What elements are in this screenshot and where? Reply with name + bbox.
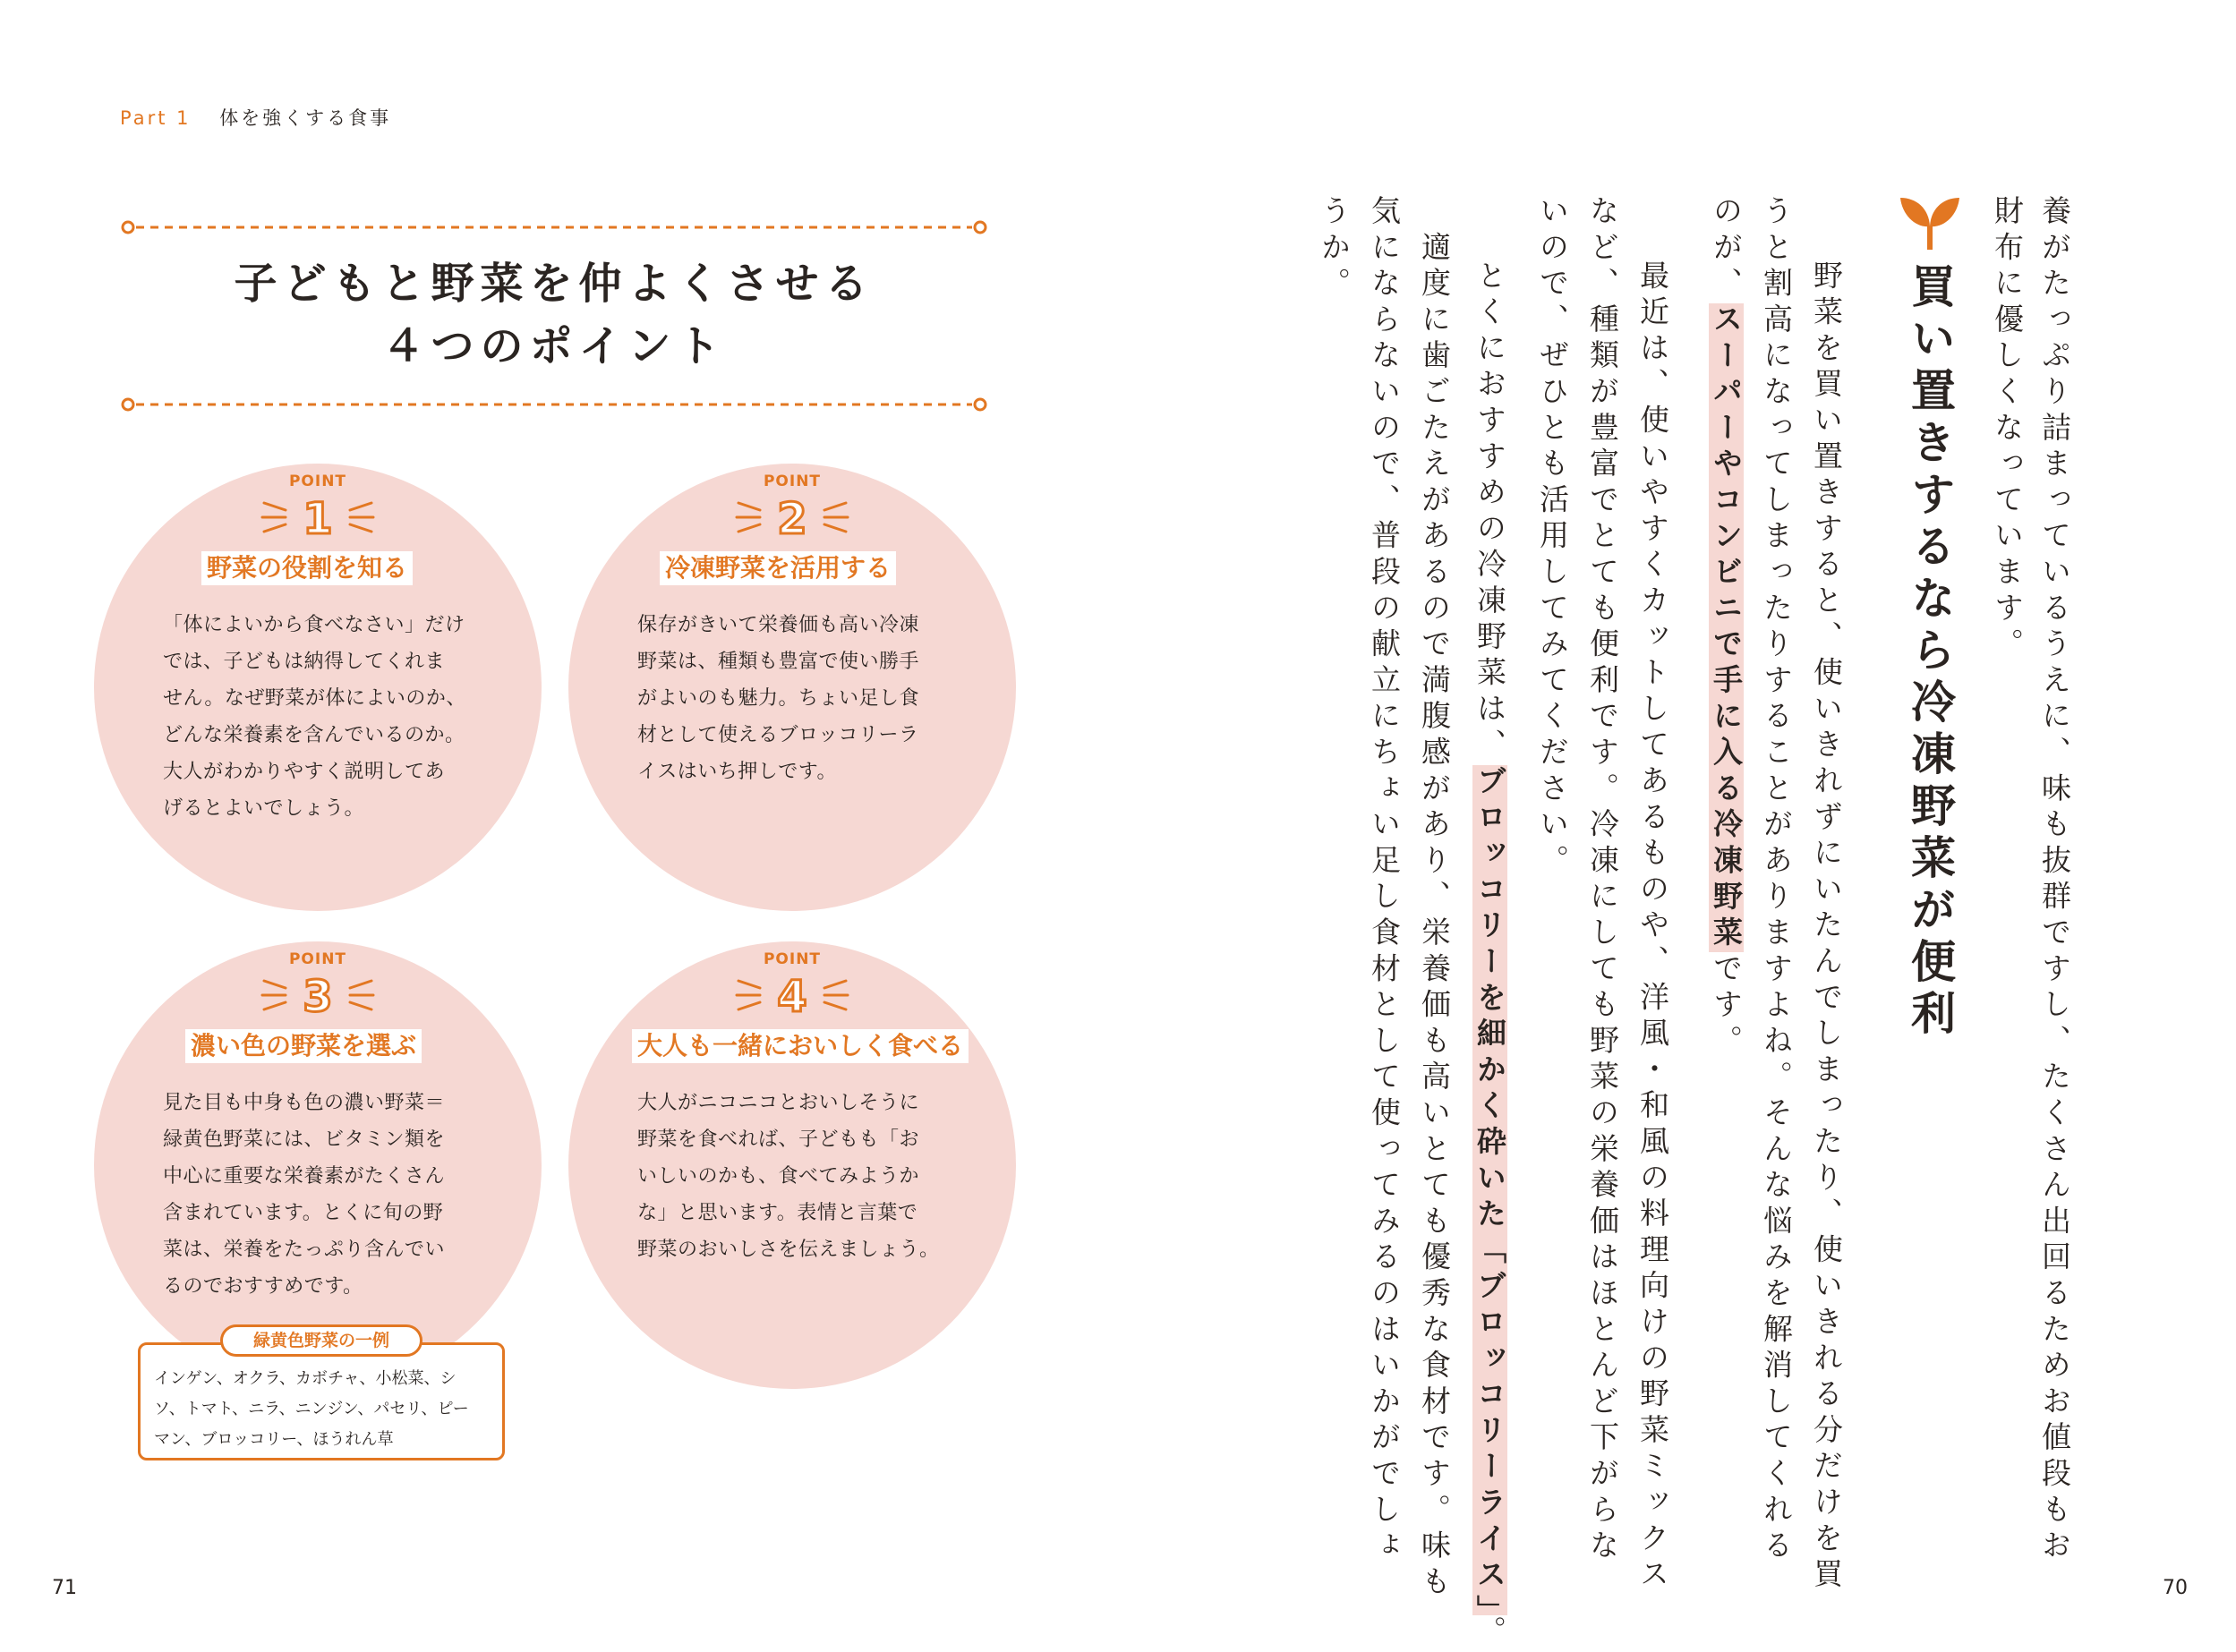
point-1-line: では、子どもは納得してくれま xyxy=(163,651,446,673)
example-box-title: 緑黄色野菜の一例 xyxy=(220,1324,422,1357)
point-3-line: 見た目も中身も色の濃い野菜＝ xyxy=(163,1092,446,1114)
title-line-1: 子どもと野菜を仲よくさせる xyxy=(234,259,875,309)
sprout-icon xyxy=(1895,191,1965,253)
point-2-number-burst xyxy=(721,490,864,544)
point-2-heading: 冷凍野菜を活用する xyxy=(660,551,896,585)
part-label: Part 1 xyxy=(120,107,192,129)
page-title xyxy=(120,252,988,378)
point-2-number: 2 xyxy=(777,494,807,544)
bottom-dashed-rule xyxy=(120,396,988,413)
point-4-label: POINT xyxy=(763,950,822,968)
point-3-number-burst xyxy=(246,968,389,1022)
point-1-line: 大人がわかりやすく説明してあ xyxy=(163,761,446,783)
top-dashed-rule xyxy=(120,218,988,236)
point-3-line: 中心に重要な栄養素がたくさん xyxy=(163,1165,446,1188)
point-1-label: POINT xyxy=(288,473,347,490)
point-2-line: 保存がきいて栄養価も高い冷凍 xyxy=(637,614,920,636)
page-number-left: 71 xyxy=(52,1577,77,1599)
p1-col-1: 野菜を買い置きすると、使いきれずにいたんでしまったり、使いきれる分だけを買 xyxy=(1809,224,1844,1595)
point-1-line: せん。なぜ野菜が体によいのか、 xyxy=(163,687,466,710)
point-1-line: 「体によいから食べなさい」だけ xyxy=(163,614,465,636)
page-number-right: 70 xyxy=(2163,1577,2188,1599)
point-4-heading: 大人も一緒においしく食べる xyxy=(632,1029,969,1063)
point-4-line: 大人がニコニコとおいしそうに xyxy=(637,1092,920,1114)
point-2-line: 材として使えるブロッコリーラ xyxy=(637,724,919,746)
point-4-number-burst xyxy=(721,968,864,1022)
point-1-number: 1 xyxy=(303,494,333,544)
p3-col-1-post: 。 xyxy=(1472,1615,1507,1652)
point-3-heading: 濃い色の野菜を選ぶ xyxy=(185,1029,422,1063)
part-title: 体を強くする食事 xyxy=(219,107,392,129)
point-3-line: 含まれています。とくに旬の野 xyxy=(163,1202,444,1224)
point-4-number: 4 xyxy=(777,972,807,1022)
point-3-line: 緑黄色野菜には、ビタミン類を xyxy=(163,1128,446,1151)
p1-col-3-pre: のが、 xyxy=(1709,195,1744,303)
point-1-body xyxy=(163,607,485,827)
p1-col-3 xyxy=(1709,195,1744,1061)
highlight-frozen-veg: スーパーやコンビニで手に入る冷凍野菜 xyxy=(1709,302,1744,953)
highlight-broccoli-rice: ブロッコリーを細かく砕いた「ブロッコリーライス」 xyxy=(1472,764,1507,1616)
p2-col-2: など、種類が豊富でとても便利です。冷凍にしても野菜の栄養価はほとんど下がらな xyxy=(1585,195,1620,1566)
point-4-line: いしいのかも、食べてみようか xyxy=(637,1165,920,1188)
example-line: インゲン、オクラ、カボチャ、小松菜、シ xyxy=(154,1369,457,1388)
p1-col-3-post: です。 xyxy=(1709,952,1744,1061)
point-1-number-burst xyxy=(246,490,389,544)
p3-col-2: 適度に歯ごたえがあるので満腹感があり、栄養価も高いとても優秀な食材です。味も xyxy=(1417,195,1452,1602)
intro-col-1: 養がたっぷり詰まっているうえに、味も抜群ですし、たくさん出回るためお値段もお xyxy=(2037,195,2072,1566)
point-3-body xyxy=(163,1085,485,1305)
p1-col-2: うと割高になってしまったりすることがありますよね。そんな悩みを解消してくれる xyxy=(1759,195,1794,1566)
point-2-line: がよいのも魅力。ちょい足し食 xyxy=(637,687,920,710)
point-1-line: どんな栄養素を含んでいるのか。 xyxy=(163,724,465,746)
running-header xyxy=(120,104,391,131)
section-heading: 買い置きするなら冷凍野菜が便利 xyxy=(1904,263,1956,1042)
point-2-body xyxy=(637,607,960,790)
point-2-label: POINT xyxy=(763,473,822,490)
point-3-line: るのでおすすめです。 xyxy=(163,1275,363,1298)
point-2-line: イスはいち押しです。 xyxy=(637,761,838,783)
example-line: ソ、トマト、ニラ、ニンジン、パセリ、ピー xyxy=(154,1400,469,1418)
title-line-2: ４つのポイント xyxy=(381,321,727,371)
point-4-line: 野菜のおいしさを伝えましょう。 xyxy=(637,1239,940,1261)
point-4-line: 野菜を食べれば、子どもも「お xyxy=(637,1128,920,1151)
point-2-line: 野菜は、種類も豊富で使い勝手 xyxy=(637,651,920,673)
p2-col-1: 最近は、使いやすくカットしてあるものや、洋風・和風の料理向けの野菜ミックス xyxy=(1635,224,1670,1595)
point-1-heading: 野菜の役割を知る xyxy=(201,551,413,585)
point-4-body xyxy=(637,1085,960,1268)
point-3-number: 3 xyxy=(303,972,333,1022)
example-line: マン、ブロッコリー、ほうれん草 xyxy=(154,1430,394,1449)
p3-col-4: うか。 xyxy=(1317,195,1352,303)
intro-col-2: 財布に優しくなっています。 xyxy=(1990,195,2025,664)
p2-col-3: いので、ぜひとも活用してみてください。 xyxy=(1535,195,1570,881)
point-3-label: POINT xyxy=(288,950,347,968)
point-3-line: 菜は、栄養をたっぷり含んでい xyxy=(163,1239,446,1261)
point-1-line: げるとよいでしょう。 xyxy=(163,797,365,820)
p3-col-1 xyxy=(1472,224,1507,1652)
p3-col-3: 気にならないので、普段の献立にちょい足し食材として使ってみるのはいかがでしょ xyxy=(1367,195,1402,1566)
point-4-line: な」と思います。表情と言葉で xyxy=(637,1202,918,1224)
p3-col-1-pre: とくにおすすめの冷凍野菜は、 xyxy=(1472,224,1507,765)
example-box-body xyxy=(154,1364,494,1455)
